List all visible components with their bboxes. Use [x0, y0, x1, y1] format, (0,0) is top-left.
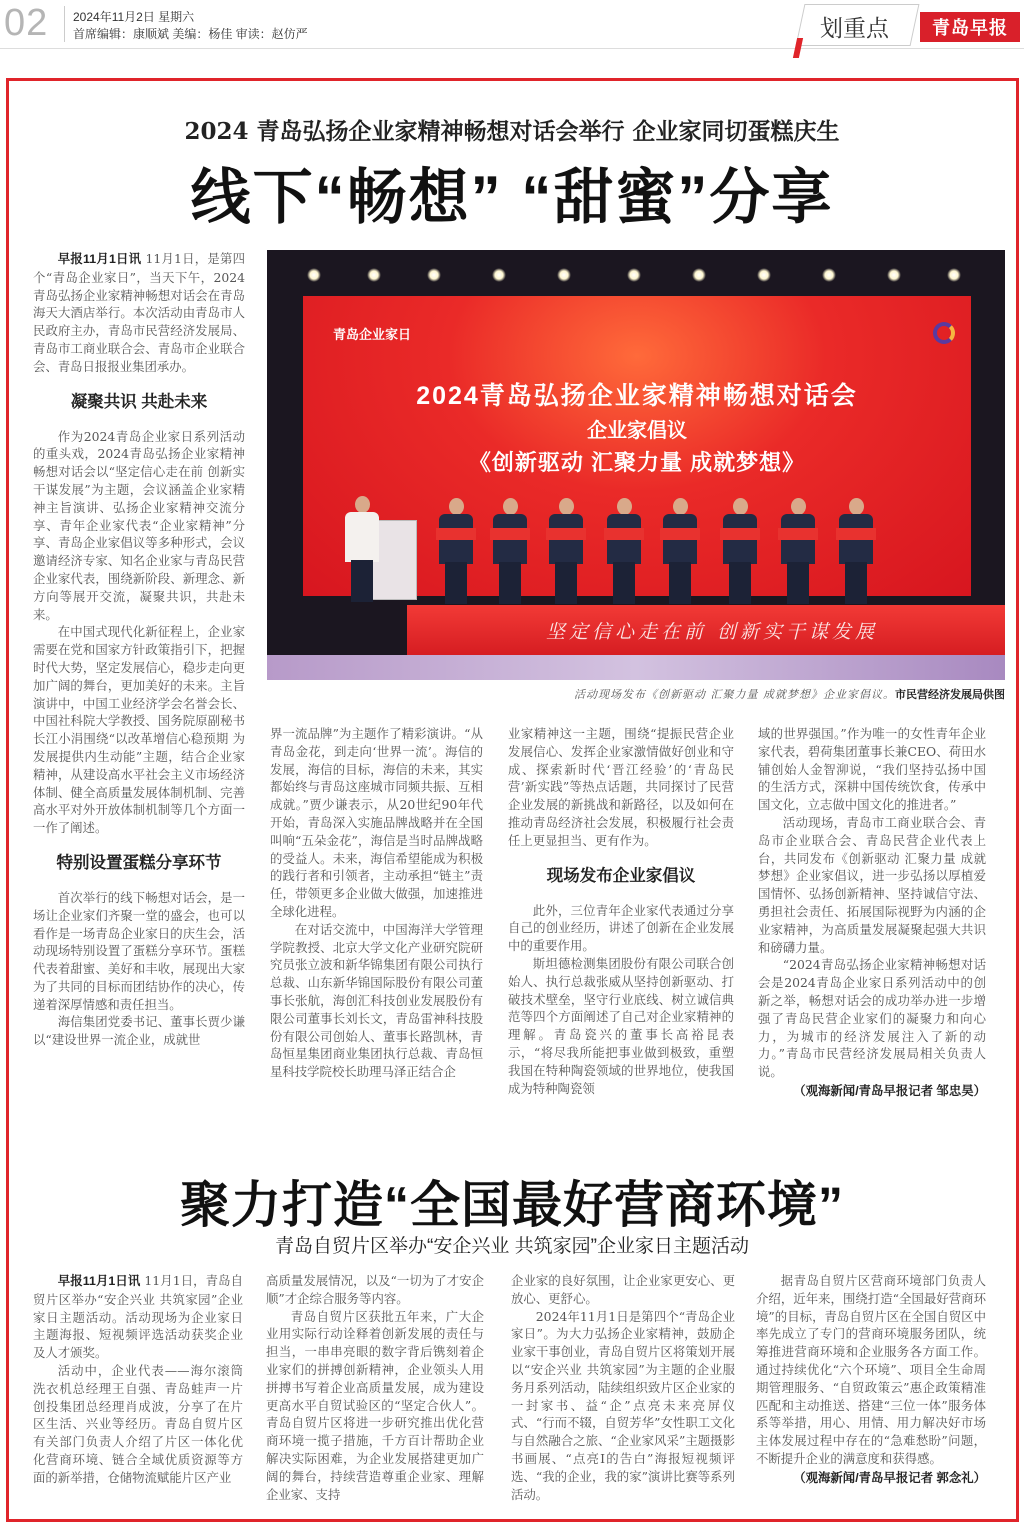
photo-caption [267, 686, 1005, 702]
article2-column-3 [511, 1272, 735, 1503]
paragraph: 斯坦德检测集团股份有限公司联合创始人、执行总裁张威从坚持创新驱动、打破技术壁垒，坚守行业底线、树立诚信典范等四个方面阐述了自己对企业家精神的理解。青岛瓷兴的董事长高裕昆表示，“将尽我所能把事业做到极致，重塑我国在特种陶瓷领域的世界地位，使我国成为特种陶瓷领 [508, 955, 734, 1096]
article1-column-1 [33, 250, 245, 1049]
screen-slogan: 《创新驱动 汇聚力量 成就梦想》 [468, 450, 806, 475]
page-number: 02 [4, 2, 49, 44]
paragraph: 首次举行的线下畅想对话会，是一场让企业家们齐聚一堂的盛会，也可以看作是一场青岛企业家日的庆生会，活动现场特别设置了蛋糕分享环节。蛋糕代表着甜蜜、美好和丰收，展现出大家为了共同的目标而团结协作的决心，传递着深厚情感和责任担当。 [33, 889, 245, 1012]
dateline: 早报11月1日讯 [57, 1274, 141, 1288]
byline: （观海新闻/青岛早报记者 邹忠昊） [793, 1083, 986, 1098]
section-tag: 划重点 [820, 15, 889, 41]
paragraph: 高质量发展情况，以及“一切为了才安企顺”才企综合服务等内容。 [266, 1273, 484, 1306]
article2-column-2 [266, 1272, 484, 1503]
paragraph: 活动现场，青岛市工商业联合会、青岛市企业联合会、青岛民营企业代表上台，共同发布《创新驱动 汇聚力量 成就梦想》企业家倡议，进一步弘扬以厚植爱国情怀、弘扬创新精神、坚持诚信守法、勇担社会责任、拓展国际视野为内涵的企业家精神，为高质量发展凝聚起强大共识和磅礴力量。 [758, 814, 986, 955]
photo-credit: 市民营经济发展局供图 [895, 689, 1005, 701]
host-figure [345, 496, 379, 602]
dateline: 早报11月1日讯 [57, 252, 142, 266]
article1-kicker: 2024 青岛弘扬企业家精神畅想对话会举行 企业家同切蛋糕庆生 [184, 118, 840, 145]
person-figure [839, 498, 873, 604]
person-figure [663, 498, 697, 604]
paragraph: 海信集团党委书记、董事长贾少谦以“建设世界一流企业，成就世 [33, 1014, 245, 1048]
article1-column-3 [508, 725, 734, 1097]
header-rule [0, 48, 1024, 49]
stage-carpet [267, 655, 1005, 680]
person-figure [723, 498, 757, 604]
paper-logo: 青岛早报 [920, 12, 1020, 42]
byline: （观海新闻/青岛早报记者 郭念礼） [793, 1470, 986, 1485]
article2-column-1 [33, 1272, 243, 1487]
screen-subtitle: 企业家倡议 [587, 420, 687, 442]
event-photo [267, 250, 1005, 680]
paragraph: “2024青岛弘扬企业家精神畅想对话会是2024青岛企业家日系列活动中的创新之举，畅想对话会的成功举办进一步增强了青岛民营企业家们的凝聚力和向心力，为城市的经济发展注入了新的动力。”青岛市民营经济发展局相关负责人说。 [758, 957, 986, 1080]
article2-column-4 [756, 1272, 986, 1488]
subheading: 特别设置蛋糕分享环节 [56, 853, 222, 872]
paragraph: 青岛自贸片区获批五年来，广大企业用实际行动诠释着创新发展的责任与担当，一串串亮眼的数字背后镌刻着企业家们的拼搏创新精神，企业领头人用拼搏书写着企业高质量发展，成为建设更高水平自贸试验区的“坚定合伙人”。青岛自贸片区将进一步研究推出优化营商环境一揽子措施，千方百计帮助企业解决实际困难，为企业发展搭建更加广阔的舞台，持续营造尊重企业家、理解企业家、支持 [266, 1308, 484, 1502]
caption-text: 活动现场发布《创新驱动 汇聚力量 成就梦想》企业家倡议。 [574, 688, 895, 701]
stage-banner: 坚定信心走在前 创新实干谋发展 [407, 605, 1005, 655]
person-figure [549, 498, 583, 604]
paragraph: 业家精神这一主题，围绕“提振民营企业发展信心、发挥企业家激情做好创业和守成、探索新时代‘晋江经验’的‘青岛民营’新实践”等热点话题，共同探讨了民营企业发展的新挑战和新路径，以及如何在推动青岛经济社会发展，积极履行社会责任上更显担当、更有作为。 [508, 726, 734, 848]
paragraph-text: 11月1日，青岛自贸片区举办“安企兴业 共筑家园”企业家日主题活动。活动现场为企业家日主题海报、短视频评选活动获奖企业及人才颁奖。 [33, 1273, 243, 1361]
person-figure [493, 498, 527, 604]
person-figure [439, 498, 473, 604]
subheading: 凝聚共识 共赴未来 [70, 392, 208, 411]
sponsor-logo-icon [933, 322, 955, 344]
screen-title: 2024青岛弘扬企业家精神畅想对话会 [416, 382, 858, 410]
paragraph-text: 11月1日，是第四个“青岛企业家日”，当天下午，2024青岛弘扬企业家精神畅想对话会在青岛海天大酒店举行。本次活动由青岛市人民政府主办，青岛市民营经济发展局、青岛市工商业联合会、青岛市企业联合会、青岛日报报业集团承办。 [33, 251, 245, 374]
paragraph: 企业家的良好氛围，让企业家更安心、更放心、更舒心。 [511, 1273, 735, 1306]
paragraph: 在中国式现代化新征程上，企业家需要在党和国家方针政策指引下，把握时代大势，坚定发展信心，稳步走向更加广阔的舞台，更加美好的未来。主旨演讲中，中国工业经济学会名誉会长、中国社科院大学教授、国务院原副秘书长江小涓围绕“以改革增信心稳预期 为发展提供内生动能”主题，结合企业家精神，从建设高水平社会主义市场经济体制、健全高质量发展体制机制、完善高水平对外开放体制机制等几个方面一一作了阐述。 [33, 624, 245, 836]
paragraph: 界一流品牌”为主题作了精彩演讲。“从青岛金花，到走向‘世界一流’。海信的发展，海信的目标，海信的未来，其实都始终与青岛这座城市同频共振、互相成就。”贾少谦表示，从20世纪90年代开始，青岛深入实施品牌战略并在全国叫响“五朵金花”，海信是当时品牌战略的受益人。未来，海信希望能成为积极的践行者和引领者，主动承担“链主”责任，带领更多企业做大做强，加速推进全球化进程。 [270, 726, 483, 919]
article2-title: 聚力打造“全国最好营商环境” [180, 1177, 844, 1233]
paragraph: 此外，三位青年企业家代表通过分享自己的创业经历，讲述了创新在企业发展中的重要作用。 [508, 902, 734, 954]
article1-column-4 [758, 725, 986, 1101]
header-divider [64, 6, 65, 42]
screen-logo: 青岛企业家日 [333, 327, 412, 342]
article1-column-2 [270, 725, 483, 1081]
paragraph: 域的世界强国。”作为唯一的女性青年企业家代表，碧荷集团董事长兼CEO、荷田水铺创始人金智泖说，“我们坚持弘扬中国的生活方式，深耕中国传统饮食，传承中国文化，立志做中国文化的推进者。” [758, 726, 986, 813]
paragraph: 据青岛自贸片区营商环境部门负责人介绍，近年来，围绕打造“全国最好营商环境”的目标，青岛自贸片区在全国自贸区中率先成立了专门的营商环境服务团队，统筹推进营商环境和企业服务各方面工作。通过持续优化“六个环境”、项目全生命周期管理服务、“自贸政策云”惠企政策精准匹配和主动推送、搭建“三位一体”服务体系等举措，用心、用情、用力解决好市场主体发展过程中存在的“急难愁盼”问题，不断提升企业的满意度和获得感。 [756, 1273, 986, 1466]
paragraph: 在对话交流中，中国海洋大学管理学院教授、北京大学文化产业研究院研究员张立波和新华锦集团有限公司执行总裁、山东新华锦国际股份有限公司董事长张航，海创汇科技创业发展股份有限公司董事长刘长文，青岛雷神科技股份有限公司创始人、董事长路凯林，青岛恒星集团商业集团执行总裁、青岛恒星科技学院校长助理马泽正结合企 [270, 921, 483, 1080]
article2-subtitle: 青岛自贸片区举办“安企兴业 共筑家园”企业家日主题活动 [275, 1236, 749, 1257]
person-figure [607, 498, 641, 604]
issue-date: 2024年11月2日 星期六 [73, 10, 195, 24]
paragraph: 活动中，企业代表——海尔滚筒洗衣机总经理王自强、青岛蛙声一片创投集团总经理肖成波，分享了在片区生活、兴业等经历。青岛自贸片区有关部门负责人介绍了片区一体化优化营商环境、链合全域优质资源等方面的新举措，仓储物流赋能片区产业 [33, 1362, 243, 1485]
article1-title: 线下“畅想” “甜蜜”分享 [190, 164, 834, 231]
paragraph: 作为2024青岛企业家日系列活动的重头戏，2024青岛弘扬企业家精神畅想对话会以“坚定信心走在前 创新实干谋发展”为主题，会议涵盖企业家精神主旨演讲、弘扬企业家精神交流分享、青年企业家代表“企业家精神”分享、青岛企业家倡议等多种形式，会议邀请经济专家、知名企业家与青岛民营企业家代表，围绕新阶段、新理念、新方向等展开交流，凝聚共识，共赴未来。 [33, 428, 245, 622]
subheading: 现场发布企业家倡议 [546, 866, 696, 885]
editor-credits: 首席编辑：康顺斌 美编：杨佳 审读：赵仿严 [73, 27, 308, 41]
paragraph: 2024年11月1日是第四个“青岛企业家日”。为大力弘扬企业家精神，鼓励企业家干事创业，青岛自贸片区将策划开展以“安企兴业 共筑家园”为主题的企业服务月系列活动，陆续组织致片区企业家的一封家书、益“企”点亮未来亮屏仪式、“行而不辍，自贸芳华”女性职工文化与自然融合之旅、“企业家风采”主题摄影书画展、“点亮I的告白”海报短视频评选、“我的企业，我的家”演讲比赛等系列活动。 [511, 1308, 735, 1502]
lead-paragraph [33, 1272, 243, 1362]
person-figure [781, 498, 815, 604]
lead-paragraph [33, 250, 245, 376]
